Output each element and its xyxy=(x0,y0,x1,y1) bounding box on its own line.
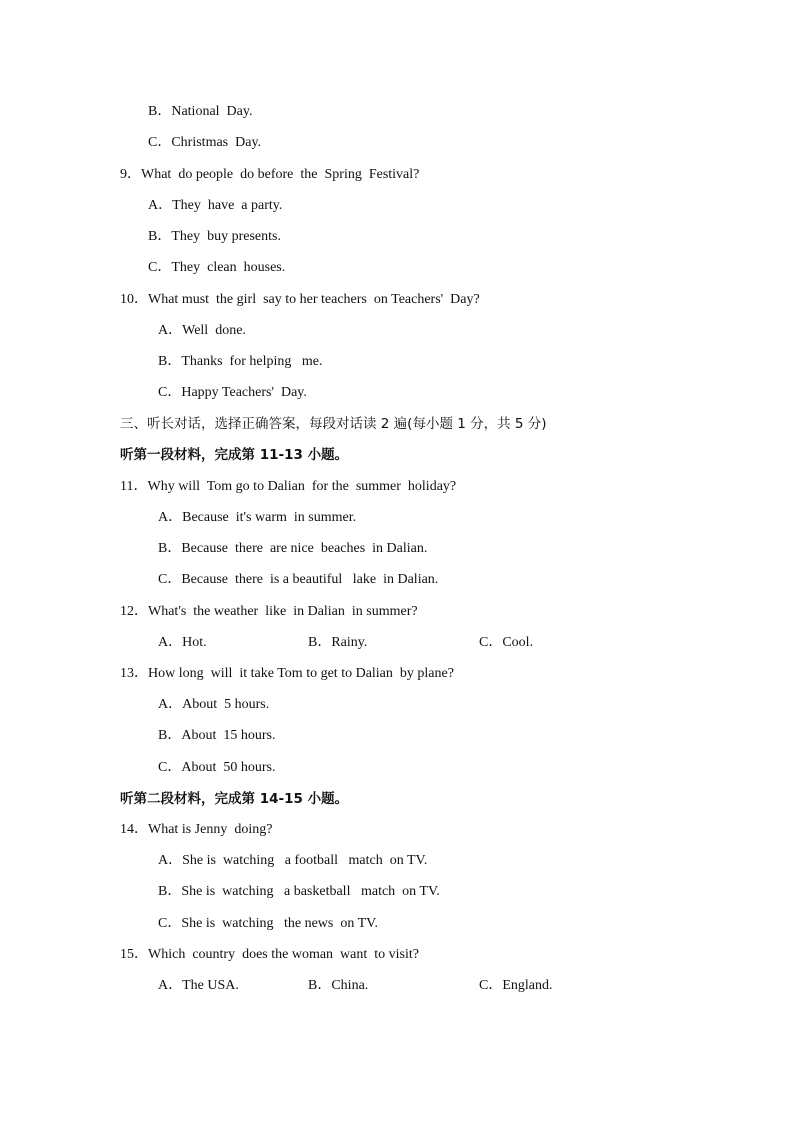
q11-option-a: A．Because it's warm in summer. xyxy=(158,510,357,525)
q13-option-b: B．About 15 hours. xyxy=(158,728,276,743)
q10-option-a: A．Well done. xyxy=(158,323,246,338)
q12-option-a: A．Hot. xyxy=(158,635,207,650)
q14-question: 14．What is Jenny doing? xyxy=(120,822,273,837)
q10-option-b: B．Thanks for helping me. xyxy=(158,354,323,369)
q11-option-c: C．Because there is a beautiful lake in Dalian. xyxy=(158,572,439,587)
q15-option-b: B．China. xyxy=(308,978,369,993)
q11-question: 11．Why will Tom go to Dalian for the summer holiday? xyxy=(120,479,457,494)
q13-option-a: A．About 5 hours. xyxy=(158,697,270,712)
q8-option-b: B．National Day. xyxy=(148,104,253,119)
q10-question: 10．What must the girl say to her teachers on Teachers' Day? xyxy=(120,292,480,307)
q14-option-a: A．She is watching a football match on TV. xyxy=(158,853,428,868)
q12-option-c: C．Cool. xyxy=(479,635,534,650)
section3-part2-heading: 听第二段材料，完成第 14-15 小题。 xyxy=(120,791,349,807)
q11-option-b: B．Because there are nice beaches in Dalian. xyxy=(158,541,428,556)
q12-option-b: B．Rainy. xyxy=(308,635,368,650)
section3-heading: 三、听长对话，选择正确答案，每段对话读 2 遍(每小题 1 分，共 5 分) xyxy=(120,416,547,432)
q12-question: 12．What's the weather like in Dalian in summer? xyxy=(120,604,418,619)
q13-option-c: C．About 50 hours. xyxy=(158,760,276,775)
q13-question: 13．How long will it take Tom to get to Dalian by plane? xyxy=(120,666,454,681)
q9-question: 9．What do people do before the Spring Festival? xyxy=(120,167,420,182)
q14-option-c: C．She is watching the news on TV. xyxy=(158,916,378,931)
q15-question: 15．Which country does the woman want to visit? xyxy=(120,947,419,962)
q10-option-c: C．Happy Teachers' Day. xyxy=(158,385,307,400)
q9-option-c: C．They clean houses. xyxy=(148,260,286,275)
q14-option-b: B．She is watching a basketball match on TV. xyxy=(158,884,440,899)
q8-option-c: C．Christmas Day. xyxy=(148,135,262,150)
q15-option-c: C．England. xyxy=(479,978,553,993)
q15-option-a: A．The USA. xyxy=(158,978,239,993)
q9-option-a: A．They have a party. xyxy=(148,198,283,213)
q9-option-b: B．They buy presents. xyxy=(148,229,281,244)
section3-part1-heading: 听第一段材料，完成第 11-13 小题。 xyxy=(120,447,349,463)
